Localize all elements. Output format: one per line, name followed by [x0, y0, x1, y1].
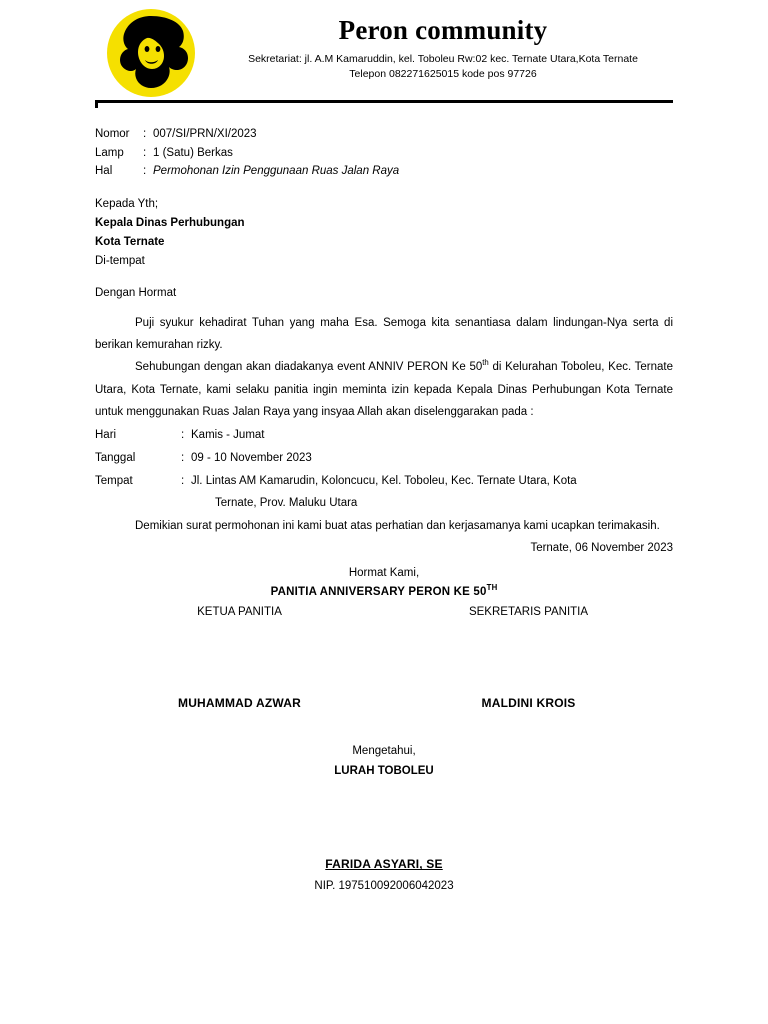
place-and-date: Ternate, 06 November 2023: [530, 541, 673, 554]
closing-block: [95, 564, 673, 602]
paragraph-2: [95, 356, 673, 423]
committee-title-text: PANITIA ANNIVERSARY PERON KE 50: [270, 585, 487, 598]
approver-name: FARIDA ASYARI, SE: [325, 857, 443, 872]
committee-title-superscript: TH: [486, 583, 498, 593]
hal-separator: :: [143, 165, 147, 178]
approver-nip: NIP. 197510092006042023: [314, 879, 454, 892]
recipient-line-2: Kepala Dinas Perhubungan: [95, 216, 245, 229]
role-ketua-panitia: KETUA PANITIA: [197, 605, 282, 618]
recipient-line-4: Di-tempat: [95, 254, 145, 267]
name-sekretaris-panitia: MALDINI KROIS: [481, 695, 576, 710]
detail-label-tanggal: Tanggal: [95, 451, 136, 464]
knowing-title: LURAH TOBOLEU: [334, 764, 434, 777]
paragraph-2-part-2: di Kelurahan Toboleu, Kec. Ternate Utara, Kota Ternate, kami selaku panitia ingin meminta izin kepada Kepala Dinas Perhubungan Kota Ternate untuk menggunakan Ruas Jalan Raya yang insyaa Allah akan diselenggarakan pada :: [95, 361, 673, 419]
signature-names: [95, 694, 673, 713]
meta-row-hal: [95, 162, 673, 181]
detail-row-tanggal: [95, 447, 673, 470]
detail-sep-tempat: :: [181, 474, 185, 487]
knowing-block: [95, 742, 673, 781]
hal-value: Permohonan Izin Penggunaan Ruas Jalan Raya: [153, 165, 400, 178]
organization-logo-icon: [95, 8, 208, 96]
detail-value-hari: Kamis - Jumat: [191, 428, 265, 441]
detail-label-tempat: Tempat: [95, 474, 133, 487]
lamp-label: Lamp: [95, 146, 124, 159]
organization-name: Peron community: [338, 15, 548, 45]
knowing-label: Mengetahui,: [352, 745, 416, 758]
detail-row-tempat: [95, 470, 673, 493]
name-ketua-panitia: MUHAMMAD AZWAR: [178, 695, 301, 710]
letterhead-divider-tick: [95, 101, 98, 108]
recipient-line-1: Kepada Yth;: [95, 197, 159, 210]
role-sekretaris-panitia: SEKRETARIS PANITIA: [468, 605, 589, 618]
detail-value-tempat-continued: Ternate, Prov. Maluku Utara: [215, 496, 358, 509]
paragraph-3: Demikian surat permohonan ini kami buat atas perhatian dan kerjasamanya kami ucapkan terimakasih.: [135, 519, 660, 532]
detail-value-tanggal: 09 - 10 November 2023: [191, 451, 312, 464]
meta-row-nomor: [95, 125, 673, 144]
detail-sep-hari: :: [181, 428, 185, 441]
meta-row-lamp: [95, 144, 673, 163]
committee-title: [95, 583, 673, 602]
lamp-separator: :: [143, 146, 147, 159]
nomor-separator: :: [143, 128, 147, 140]
paragraph-2-part-1: Sehubungan dengan akan diadakanya event ANNIV PERON Ke 50: [135, 361, 483, 374]
letterhead: [0, 0, 768, 96]
greeting-line: Dengan Hormat: [95, 286, 177, 299]
hormat-line: Hormat Kami,: [348, 566, 420, 579]
paragraph-2-superscript: th: [482, 358, 489, 368]
letterhead-text: [208, 8, 678, 82]
detail-value-tempat: Jl. Lintas AM Kamarudin, Koloncucu, Kel. Toboleu, Kec. Ternate Utara, Kota: [191, 474, 577, 487]
letter-body: [0, 103, 768, 896]
paragraph-1: Puji syukur kehadirat Tuhan yang maha Esa. Semoga kita senantiasa dalam lindungan-Nya serta di berikan kemurahan rizky.: [95, 316, 673, 351]
recipient-line-3: Kota Ternate: [95, 235, 165, 248]
nomor-label: Nomor: [95, 128, 130, 140]
lamp-value: 1 (Satu) Berkas: [153, 146, 233, 159]
hal-label: Hal: [95, 165, 113, 178]
organization-address-line-1: Sekretariat: jl. A.M Kamaruddin, kel. Toboleu Rw:02 kec. Ternate Utara,Kota Ternate: [248, 52, 638, 65]
signature-roles: [95, 604, 673, 622]
nomor-value: 007/SI/PRN/XI/2023: [153, 128, 257, 140]
approver-signature: [95, 855, 673, 895]
detail-sep-tanggal: :: [181, 451, 185, 464]
organization-address-line-2: Telepon 082271625015 kode pos 97726: [349, 67, 537, 80]
detail-label-hari: Hari: [95, 428, 117, 441]
detail-row-hari: [95, 424, 673, 447]
